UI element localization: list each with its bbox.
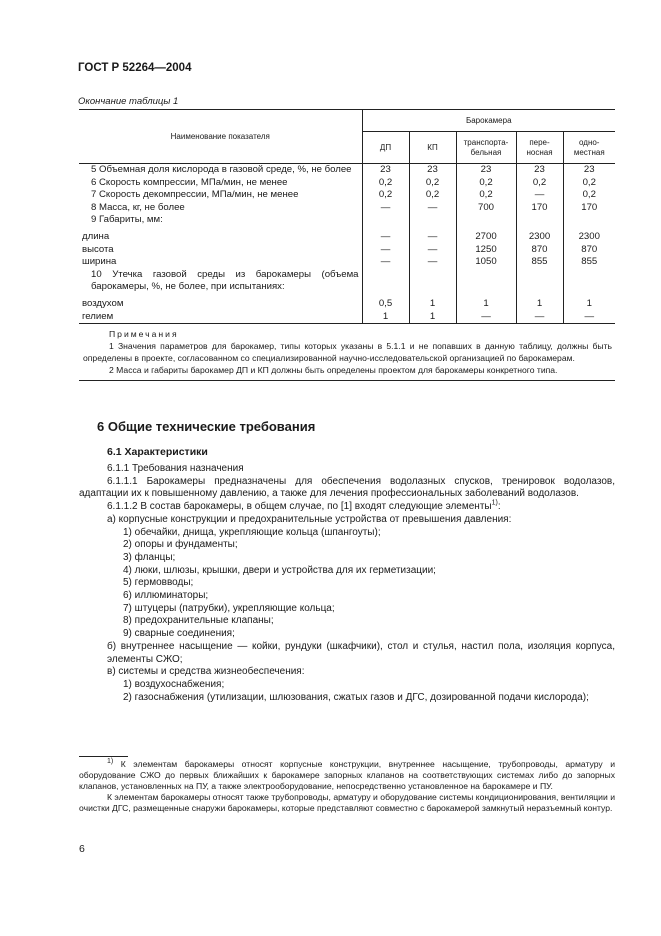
cell-value: 1 xyxy=(456,294,516,311)
cell-value xyxy=(563,269,615,294)
clause-6-1-1-1: 6.1.1.1 Барокамеры предназначены для обеспечения водолазных спусков, тренировок водолазов, адаптации их к повышенному давлению, а также для лечения профессиональных заболеваний водолазов. xyxy=(79,475,615,500)
cell-value: — xyxy=(409,202,456,215)
cell-value: 870 xyxy=(563,244,615,257)
cell-value: 1 xyxy=(516,294,563,311)
cell-value: 855 xyxy=(563,256,615,269)
cell-value: 0,2 xyxy=(563,189,615,202)
table-notes xyxy=(79,324,615,381)
group-header: Барокамера xyxy=(362,110,615,132)
row-name: 7 Скорость декомпрессии, МПа/мин, не менее xyxy=(91,189,299,201)
table-row xyxy=(79,311,615,324)
body-text xyxy=(79,463,615,704)
row-name: длина xyxy=(82,230,110,242)
col-header: ДП xyxy=(362,132,409,164)
section-6-heading: 6 Общие технические требования xyxy=(97,419,316,434)
cell-value: — xyxy=(362,256,409,269)
cell-value: — xyxy=(516,189,563,202)
cell-value: 1 xyxy=(409,294,456,311)
cell-value xyxy=(362,214,409,227)
cell-value: — xyxy=(563,311,615,324)
cell-value: 2300 xyxy=(516,227,563,244)
cell-value: 0,2 xyxy=(563,177,615,190)
footnote xyxy=(79,759,615,814)
col-header: пере- носная xyxy=(516,132,563,164)
row-name: 8 Масса, кг, не более xyxy=(91,201,185,213)
table-row xyxy=(79,214,615,227)
footnote-1 xyxy=(79,759,615,792)
cell-value: 0,2 xyxy=(456,189,516,202)
clause-6-1-1-2-colon: : xyxy=(497,501,501,513)
table-row xyxy=(79,189,615,202)
cell-value: 1 xyxy=(409,311,456,324)
row-name: 9 Габариты, мм: xyxy=(91,214,163,226)
cell-value: 170 xyxy=(516,202,563,215)
cell-value xyxy=(516,269,563,294)
list-subitem: 9) сварные соединения; xyxy=(123,628,235,640)
cell-value: 2300 xyxy=(563,227,615,244)
list-subitem: 8) предохранительные клапаны; xyxy=(123,615,274,627)
cell-value: 1 xyxy=(563,294,615,311)
list-subitem: 6) иллюминаторы; xyxy=(123,590,209,602)
footnote-divider xyxy=(79,756,128,757)
row-name: 6 Скорость компрессии, МПа/мин, не менее xyxy=(91,176,288,188)
cell-value: — xyxy=(409,256,456,269)
cell-value: — xyxy=(456,311,516,324)
row-name: гелием xyxy=(82,310,114,322)
cell-value: 0,2 xyxy=(456,177,516,190)
cell-value xyxy=(516,214,563,227)
cell-value: 0,2 xyxy=(516,177,563,190)
table-row xyxy=(79,164,615,177)
notes-title: Примечания xyxy=(109,329,179,340)
parameters-table xyxy=(79,109,615,381)
cell-value: 1250 xyxy=(456,244,516,257)
note-2: 2 Масса и габариты барокамер ДП и КП должны быть определены проектом для барокамеры конкретного типа. xyxy=(109,365,558,376)
cell-value: 23 xyxy=(563,164,615,177)
section-6-1-heading: 6.1 Характеристики xyxy=(107,446,208,458)
footnote-ref[interactable]: 1) xyxy=(491,499,498,507)
footnote-marker: 1) xyxy=(107,758,114,766)
table-row xyxy=(79,177,615,190)
cell-value: 2700 xyxy=(456,227,516,244)
table-row xyxy=(79,269,615,294)
row-name: 10 Утечка газовой среды из барокамеры (объема барокамеры, %, не более, при испытаниях: xyxy=(91,268,359,293)
cell-value: 23 xyxy=(456,164,516,177)
table-row xyxy=(79,244,615,257)
cell-value: 23 xyxy=(362,164,409,177)
col-header-name: Наименование показателя xyxy=(79,110,362,164)
cell-value: 0,2 xyxy=(362,177,409,190)
list-item-a: а) корпусные конструкции и предохранительные устройства от превышения давления: xyxy=(107,513,512,525)
cell-value: — xyxy=(409,244,456,257)
table-caption: Окончание таблицы 1 xyxy=(78,96,179,107)
cell-value: 700 xyxy=(456,202,516,215)
table-row xyxy=(79,294,615,311)
cell-value: 855 xyxy=(516,256,563,269)
cell-value: — xyxy=(362,227,409,244)
list-item-b: б) внутреннее насыщение — койки, рундуки (шкафчики), стол и стулья, настил пола, изоляция корпуса, элементы СЖО; xyxy=(107,640,615,665)
list-subitem: 1) обечайки, днища, укрепляющие кольца (шпангоуты); xyxy=(123,526,381,538)
cell-value xyxy=(456,269,516,294)
clause-6-1-1-2 xyxy=(79,501,615,514)
page-number: 6 xyxy=(79,843,85,855)
row-name: высота xyxy=(82,243,114,255)
col-header: одно- местная xyxy=(563,132,615,164)
cell-value: 0,2 xyxy=(362,189,409,202)
cell-value: 0,2 xyxy=(409,177,456,190)
cell-value: 23 xyxy=(409,164,456,177)
cell-value: — xyxy=(362,202,409,215)
list-subitem: 3) фланцы; xyxy=(123,551,176,563)
cell-value: 1 xyxy=(362,311,409,324)
row-name: воздухом xyxy=(82,297,124,309)
list-subitem: 5) гермовводы; xyxy=(123,577,194,589)
list-item-v: в) системы и средства жизнеобеспечения: xyxy=(107,666,305,678)
table-row xyxy=(79,202,615,215)
cell-value xyxy=(362,269,409,294)
note-1: 1 Значения параметров для барокамер, типы которых указаны в 5.1.1 и не попавших в данную таблицу, должны быть определены в проекте, согласованном со специализированной научно-исследовательской организацией по барокамерам. xyxy=(83,341,612,364)
col-header: КП xyxy=(409,132,456,164)
list-subitem: 1) воздухоснабжения; xyxy=(123,678,225,690)
cell-value xyxy=(409,269,456,294)
table-row xyxy=(79,256,615,269)
cell-value: — xyxy=(409,227,456,244)
clause-6-1-1: 6.1.1 Требования назначения xyxy=(107,463,244,474)
cell-value xyxy=(409,214,456,227)
cell-value: 23 xyxy=(516,164,563,177)
row-name: 5 Объемная доля кислорода в газовой среде, %, не более xyxy=(91,164,352,175)
cell-value: — xyxy=(362,244,409,257)
cell-value: 170 xyxy=(563,202,615,215)
list-subitem: 7) штуцеры (патрубки), укрепляющие кольца; xyxy=(123,602,335,614)
list-subitem: 4) люки, шлюзы, крышки, двери и устройства для их герметизации; xyxy=(123,564,436,576)
cell-value: 0,5 xyxy=(362,294,409,311)
clause-6-1-1-2-text: 6.1.1.2 В состав барокамеры, в общем случае, по [1] входят следующие элементы xyxy=(107,501,492,513)
cell-value: — xyxy=(516,311,563,324)
footnote-1-text: К элементам барокамеры относят корпусные конструкции, внутреннее насыщение, трубопроводы, арматуру и оборудование СЖО до первых ближайших к барокамере запорных клапанов на соответствующих системах либо до запорных клапанов, установленных на ПУ, а также электрооборудование, непосредственно установленное на барокамере и ПУ. xyxy=(79,759,615,791)
table-row xyxy=(79,227,615,244)
cell-value: 870 xyxy=(516,244,563,257)
list-subitem: 2) опоры и фундаменты; xyxy=(123,539,238,551)
cell-value: 1050 xyxy=(456,256,516,269)
col-header: транспорта- бельная xyxy=(456,132,516,164)
cell-value: 0,2 xyxy=(409,189,456,202)
row-name: ширина xyxy=(82,256,117,268)
list-subitem: 2) газоснабжения (утилизации, шлюзования, сжатых газов и ДГС, дозированной подачи кислорода); xyxy=(123,691,589,703)
document-header: ГОСТ Р 52264—2004 xyxy=(78,62,192,74)
footnote-2: К элементам барокамеры относят также трубопроводы, арматуру и оборудование системы кондиционирования, вентиляции и очистки ДГС, размещенные снаружи барокамеры, которые представляют совместно с барокамерой замкнутый неразъемный контур. xyxy=(79,792,615,813)
cell-value xyxy=(563,214,615,227)
cell-value xyxy=(456,214,516,227)
